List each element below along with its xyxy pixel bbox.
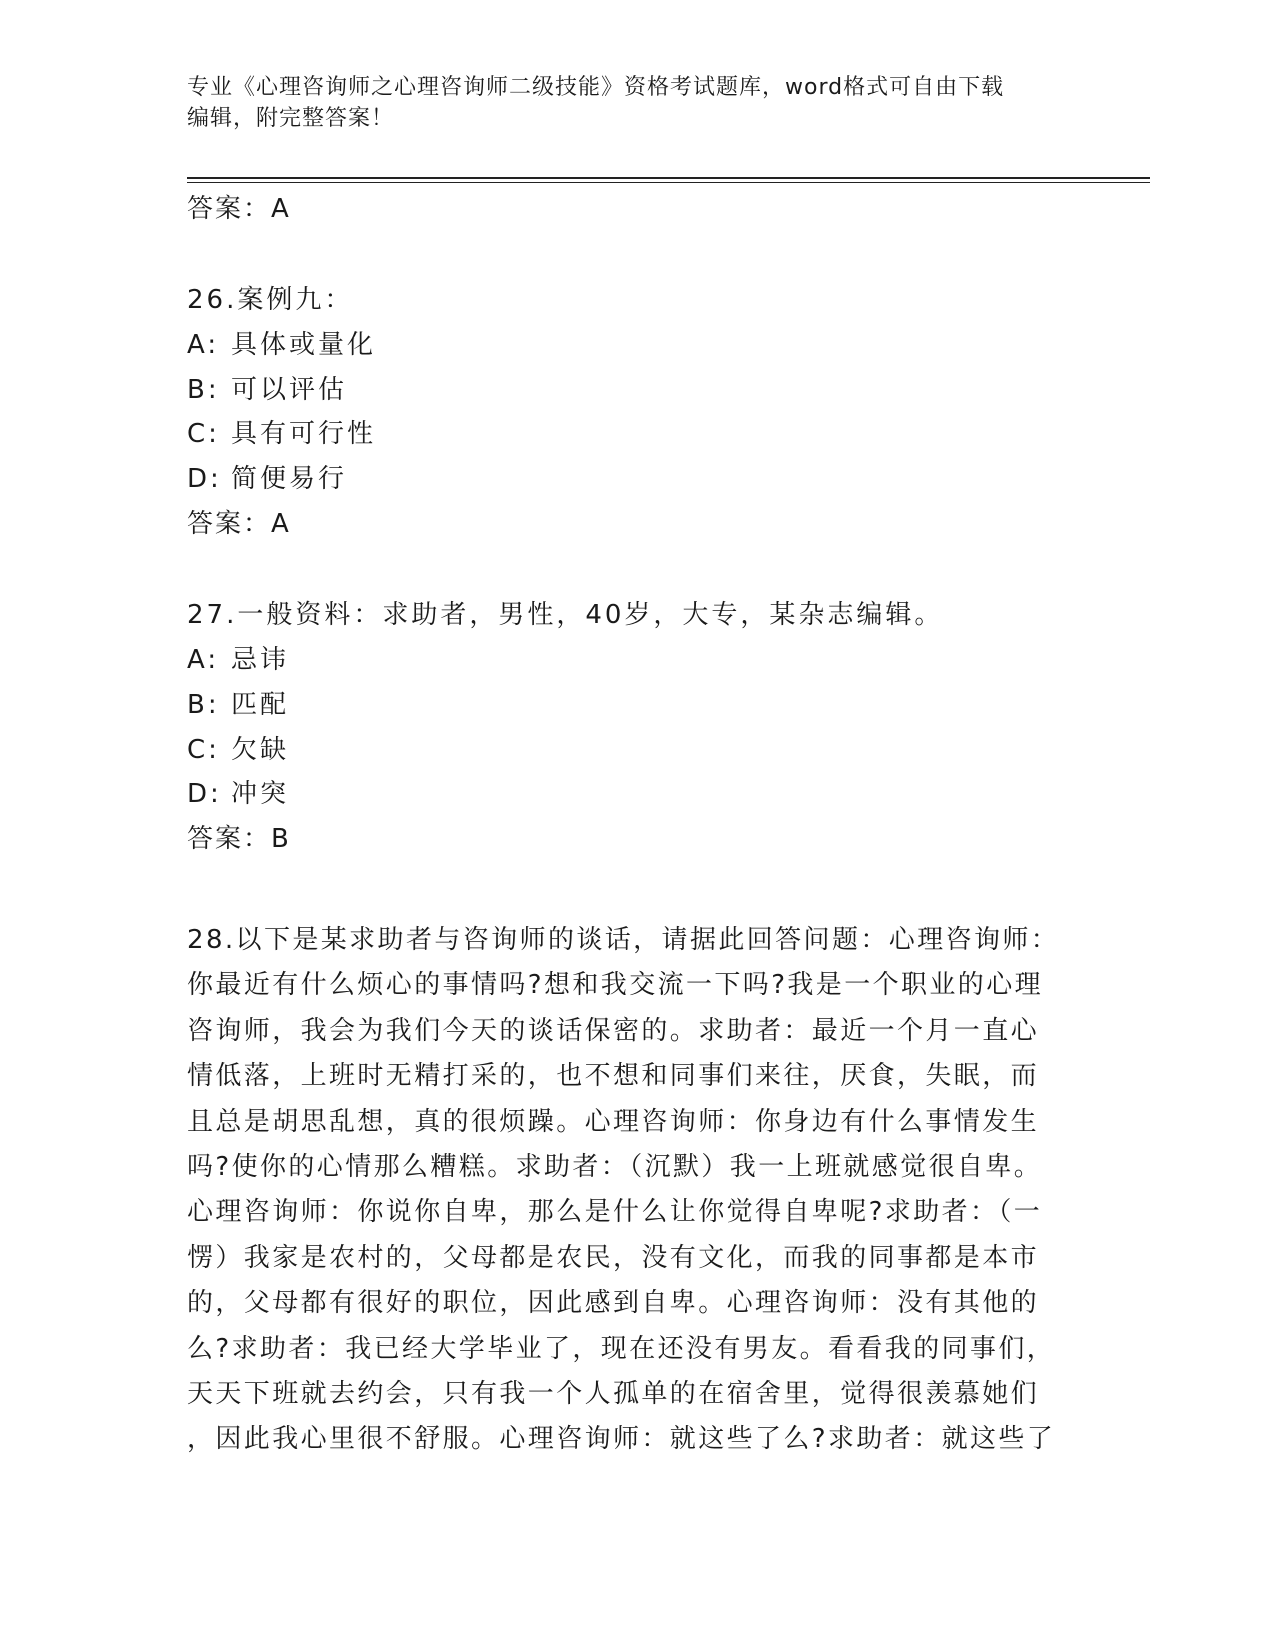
header-line-1: 专业《心理咨询师之心理咨询师二级技能》资格考试题库，word格式可自由下载 xyxy=(187,75,1005,100)
passage-line: 么?求助者：我已经大学毕业了，现在还没有男友。看看我的同事们， xyxy=(187,1333,1056,1364)
option-label: D: xyxy=(187,779,222,809)
option-text: 欠缺 xyxy=(231,735,290,765)
passage-line: 心理咨询师：你说你自卑，那么是什么让你觉得自卑呢?求助者：（一 xyxy=(187,1197,1043,1228)
option-text: 匹配 xyxy=(231,690,290,720)
option-label: B: xyxy=(187,690,220,720)
page-header xyxy=(187,72,1067,134)
passage-line: 吗?使你的心情那么糟糕。求助者：（沉默）我一上班就感觉很自卑。 xyxy=(187,1152,1043,1183)
question-27-option-a xyxy=(187,643,289,677)
option-text: 冲突 xyxy=(231,779,290,809)
question-27-option-b xyxy=(187,688,289,722)
passage-line: 愣）我家是农村的，父母都是农民，没有文化，而我的同事都是本市 xyxy=(187,1242,1040,1273)
question-26-option-a xyxy=(187,328,376,362)
answer-27: 答案：B xyxy=(187,824,291,854)
option-text: 具有可行性 xyxy=(231,419,377,449)
passage-line: 咨询师，我会为我们今天的谈话保密的。求助者：最近一个月一直心 xyxy=(187,1015,1040,1046)
passage-line: 且总是胡思乱想，真的很烦躁。心理咨询师：你身边有什么事情发生 xyxy=(187,1106,1040,1137)
passage-line: 天天下班就去约会，只有我一个人孤单的在宿舍里，觉得很羡慕她们 xyxy=(187,1379,1040,1410)
answer-26: 答案：A xyxy=(187,509,291,539)
question-26-option-b xyxy=(187,373,347,407)
question-27-option-c xyxy=(187,733,289,767)
option-label: A: xyxy=(187,645,220,675)
passage-line: 28.以下是某求助者与咨询师的谈话，请据此回答问题：心理咨询师： xyxy=(187,925,1060,955)
question-27-title: 27.一般资料：求助者，男性，40岁，大专，某杂志编辑。 xyxy=(187,600,944,630)
option-text: 可以评估 xyxy=(231,375,348,405)
answer-25: 答案：A xyxy=(187,194,291,224)
question-28-passage xyxy=(187,918,1067,1463)
option-label: B: xyxy=(187,375,220,405)
option-label: C: xyxy=(187,419,220,449)
passage-line: 情低落，上班时无精打采的，也不想和同事们来往，厌食，失眠，而 xyxy=(187,1061,1040,1092)
passage-line: 的，父母都有很好的职位，因此感到自卑。心理咨询师：没有其他的 xyxy=(187,1288,1040,1319)
passage-line: 你最近有什么烦心的事情吗?想和我交流一下吗?我是一个职业的心理 xyxy=(187,970,1044,1001)
option-label: C: xyxy=(187,735,220,765)
question-27-option-d xyxy=(187,777,289,811)
header-divider-thick xyxy=(187,177,1150,179)
header-line-2: 编辑，附完整答案！ xyxy=(187,106,395,131)
option-text: 忌讳 xyxy=(231,645,290,675)
option-label: A: xyxy=(187,330,220,360)
passage-line: ，因此我心里很不舒服。心理咨询师：就这些了么?求助者：就这些了 xyxy=(187,1424,1056,1455)
question-26-option-d xyxy=(187,462,347,496)
option-label: D: xyxy=(187,464,222,494)
question-26-title: 26.案例九： xyxy=(187,285,354,315)
question-26-option-c xyxy=(187,417,376,451)
option-text: 具体或量化 xyxy=(231,330,377,360)
option-text: 简便易行 xyxy=(231,464,348,494)
header-divider-thin xyxy=(187,182,1150,183)
